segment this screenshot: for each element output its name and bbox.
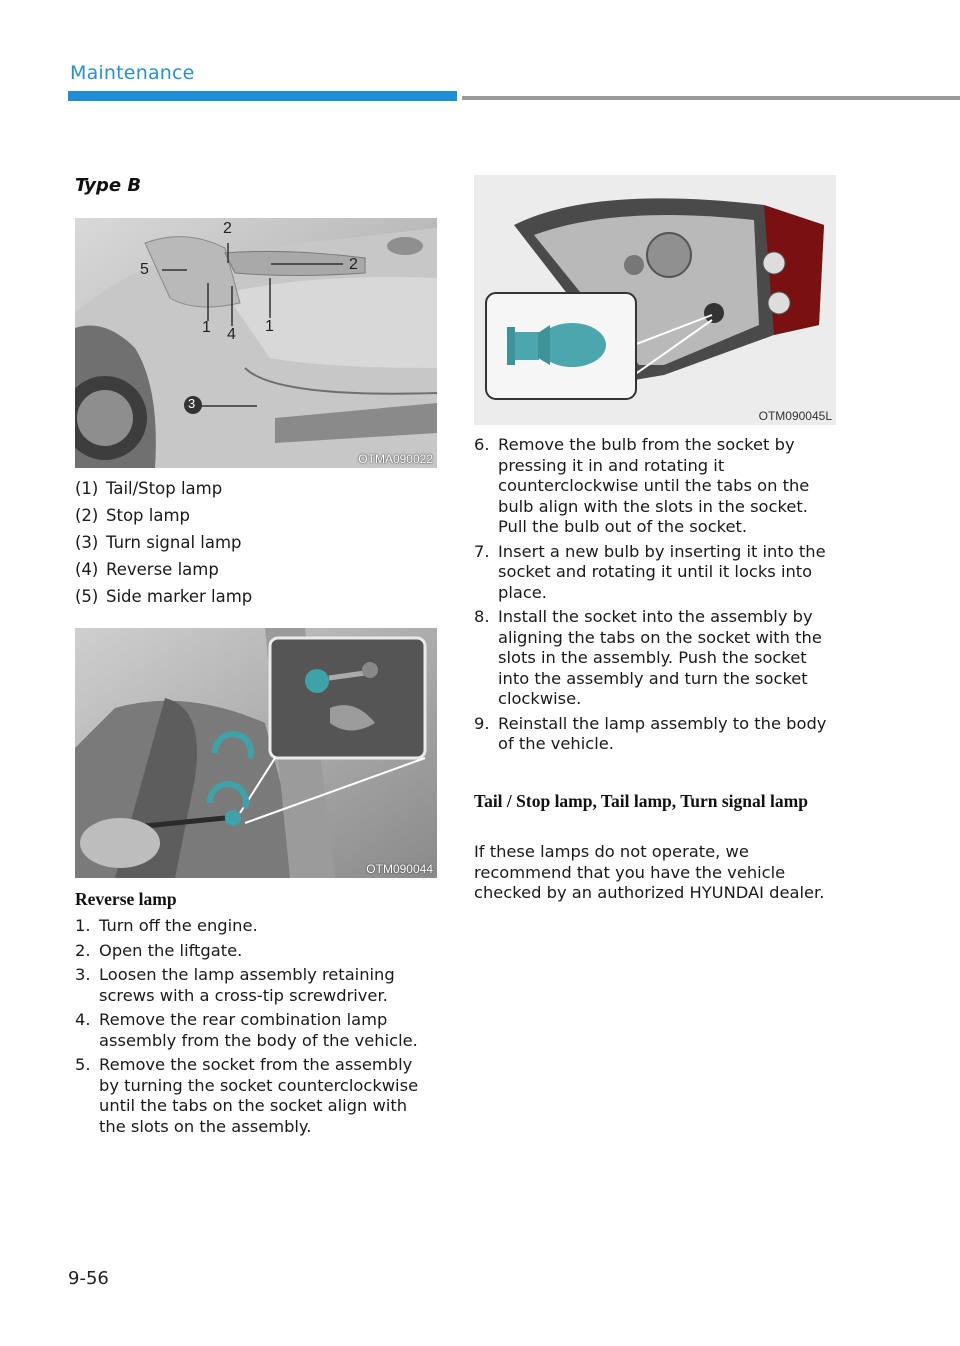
header-rule-accent [68,91,457,101]
step-number: 8. [474,607,490,626]
list-item-number: (4) [75,560,99,579]
step-item [75,941,437,962]
callout-2-right: 2 [349,256,358,273]
tail-stop-lamp-heading: Tail / Stop lamp, Tail lamp, Turn signal lamp [474,791,808,811]
lamp-socket-illustration [474,175,836,425]
step-text: Remove the rear combination lamp assembly from the body of the vehicle. [99,1010,418,1050]
step-number: 3. [75,965,91,984]
callout-3: 3 [188,396,196,411]
header-rule [462,96,960,100]
step-text: Remove the socket from the assembly by turning the socket counterclockwise until the tabs on the socket align with the slots on the assembly. [99,1055,419,1136]
lamp-socket-figure [474,175,836,425]
list-item-number: (5) [75,587,99,606]
step-item [75,1055,437,1137]
rear-lamps-figure [75,218,437,468]
running-header: Maintenance [70,62,195,84]
step-text: Turn off the engine. [99,916,258,935]
list-item-label: Tail/Stop lamp [106,479,223,498]
step-item [474,435,836,538]
step-number: 4. [75,1010,91,1029]
list-item-label: Side marker lamp [106,587,253,606]
tail-stop-lamp-body: If these lamps do not operate, we recommend that you have the vehicle checked by an authorized HYUNDAI dealer. [474,842,825,902]
step-text: Open the liftgate. [99,940,243,960]
step-text: Insert a new bulb by inserting it into the socket and rotating it until it locks into place. [498,541,826,602]
callout-1-left: 1 [202,319,211,336]
list-item [75,479,435,506]
step-item [75,1010,437,1051]
step-item [75,916,437,937]
list-item-label: Reverse lamp [106,560,219,579]
callout-2-top: 2 [223,220,232,237]
step-text: Install the socket into the assembly by aligning the tabs on the socket with the slots in the assembly. Push the socket into the assembly and turn the socket clockwise. [498,607,822,708]
step-number: 9. [474,713,490,733]
page-number: 9-56 [68,1268,109,1289]
step-number: 1. [75,916,91,935]
callout-1-right: 1 [265,318,274,335]
step-item [474,714,836,755]
type-heading: Type B [75,175,142,196]
list-item [75,560,435,587]
list-item [75,506,435,533]
figure-code: OTMA090022 [358,452,433,466]
callout-4: 4 [227,326,236,343]
step-text: Reinstall the lamp assembly to the body of the vehicle. [498,713,827,753]
rear-lamps-illustration [75,218,437,468]
step-number: 5. [75,1055,91,1074]
step-item [75,965,437,1006]
step-item [474,607,836,710]
step-number: 7. [474,541,490,561]
step-item [474,542,836,604]
list-item [75,533,435,560]
list-item-label: Turn signal lamp [106,533,242,552]
socket-bulb-steps [474,435,836,759]
callout-5: 5 [140,261,149,278]
reverse-lamp-heading: Reverse lamp [75,889,177,909]
figure-code: OTM090045L [758,409,832,423]
retaining-screw-illustration [75,628,437,878]
list-item [75,587,435,614]
step-number: 6. [474,435,490,454]
list-item-label: Stop lamp [106,506,190,525]
list-item-number: (2) [75,506,99,525]
step-text: Loosen the lamp assembly retaining screws with a cross-tip screwdriver. [99,965,395,1005]
parts-list [75,479,435,614]
list-item-number: (3) [75,533,99,552]
list-item-number: (1) [75,479,99,498]
step-text: Remove the bulb from the socket by pressing it in and rotating it counterclockwise until the tabs on the bulb align with the slots in the socket. Pull the bulb out of the socket. [498,435,810,536]
step-number: 2. [75,940,91,960]
figure-code: OTM090044 [366,862,433,876]
reverse-lamp-steps [75,916,437,1141]
retaining-screw-figure [75,628,437,878]
